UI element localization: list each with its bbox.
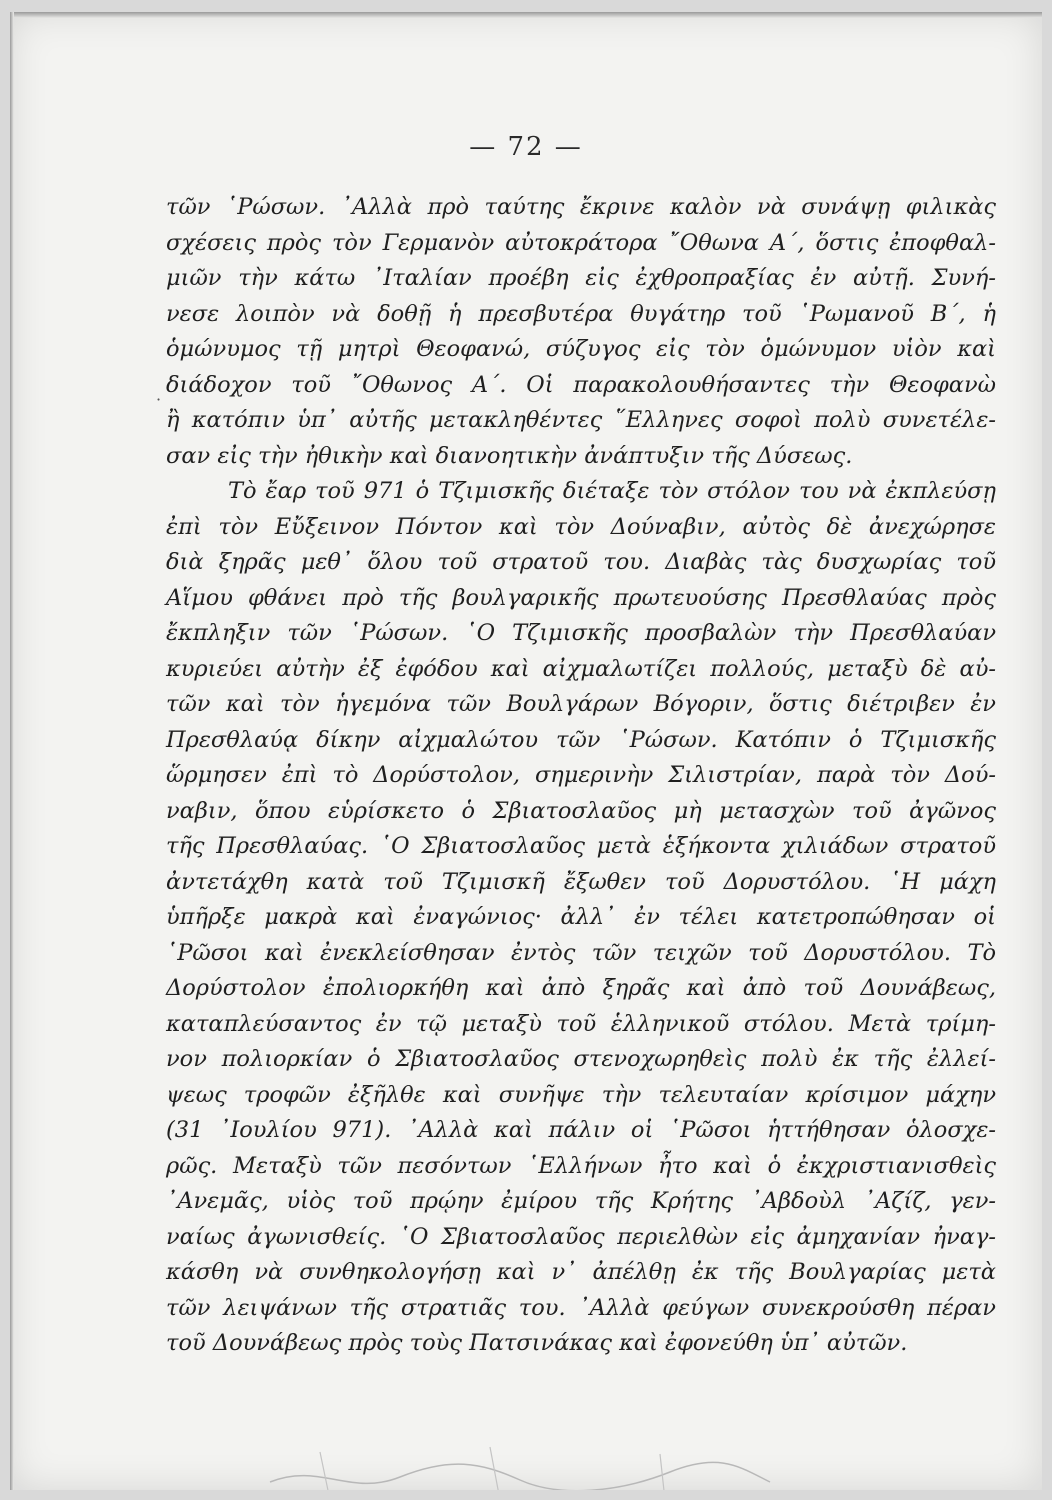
text-line: ἐπὶ τὸν Εὔξεινον Πόντον καὶ τὸν Δούναβιν, αὐτὸς δὲ ἀνεχώρησε xyxy=(166,513,996,540)
text-line: σχέσεις πρὸς τὸν Γερμανὸν αὐτοκράτορα ῎Οθωνα Α΄, ὅστις ἐποφθαλ- xyxy=(166,229,996,256)
text-line: κάσθη νὰ συνθηκολογήσῃ καὶ ν᾿ ἀπέλθῃ ἐκ τῆς Βουλγαρίας μετὰ xyxy=(166,1259,996,1285)
text-body xyxy=(166,190,996,1362)
text-line: τοῦ Δουνάβεως πρὸς τοὺς Πατσινάκας καὶ ἐφονεύθη ὑπ᾿ αὐτῶν. xyxy=(166,1330,908,1356)
text-line: Πρεσθλαύᾳ δίκην αἰχμαλώτου τῶν ῾Ρώσων. Κατόπιν ὁ Τζιμισκῆς xyxy=(166,726,996,753)
text-line: ρῶς. Μεταξὺ τῶν πεσόντων ῾Ελλήνων ἦτο καὶ ὁ ἐκχριστιανισθεὶς xyxy=(166,1152,996,1179)
text-line: ᾿Ανεμᾶς, υἱὸς τοῦ πρῴην ἐμίρου τῆς Κρήτης ᾿Αβδοὺλ ᾿Αζίζ, γεν- xyxy=(166,1188,996,1214)
paragraph xyxy=(166,190,996,474)
text-line: τῆς Πρεσθλαύας. ῾Ο Σβιατοσλαῦος μετὰ ἑξήκοντα χιλιάδων στρατοῦ xyxy=(166,833,996,859)
text-line: ἀντετάχθη κατὰ τοῦ Τζιμισκῆ ἔξωθεν τοῦ Δορυστόλου. ῾Η μάχη xyxy=(166,868,996,895)
page-top-edge xyxy=(10,12,1042,18)
text-line: νεσε λοιπὸν νὰ δοθῇ ἡ πρεσβυτέρα θυγάτηρ τοῦ ῾Ρωμανοῦ Β΄, ἡ xyxy=(166,300,996,327)
text-line: διάδοχον τοῦ ῎Οθωνος Α΄. Οἱ παρακολουθήσαντες τὴν Θεοφανὼ xyxy=(166,371,996,398)
text-line: ὑπῆρξε μακρὰ καὶ ἐναγώνιος· ἀλλ᾿ ἐν τέλει κατετροπώθησαν οἱ xyxy=(166,904,996,930)
text-line: ὁμώνυμος τῇ μητρὶ Θεοφανώ, σύζυγος εἰς τὸν ὁμώνυμον υἱὸν καὶ xyxy=(166,336,996,362)
paragraph xyxy=(166,474,996,1362)
text-line: τῶν καὶ τὸν ἡγεμόνα τῶν Βουλγάρων Βόγοριν, ὅστις διέτριβεν ἐν xyxy=(166,691,996,717)
text-line: Δορύστολον ἐπολιορκήθη καὶ ἀπὸ ξηρᾶς καὶ ἀπὸ τοῦ Δουνάβεως, xyxy=(166,975,996,1001)
page-number: — 72 — xyxy=(469,132,583,162)
text-line: ὥρμησεν ἐπὶ τὸ Δορύστολον, σημερινὴν Σιλιστρίαν, παρὰ τὸν Δού- xyxy=(166,762,996,788)
text-line: τῶν ῾Ρώσων. ᾿Αλλὰ πρὸ ταύτης ἔκρινε καλὸν νὰ συνάψῃ φιλικὰς xyxy=(166,194,996,220)
page-left-edge xyxy=(10,12,14,1490)
text-line: Αἵμου φθάνει πρὸ τῆς βουλγαρικῆς πρωτευούσης Πρεσθλαύας πρὸς xyxy=(166,584,996,611)
text-line: ἔκπληξιν τῶν ῾Ρώσων. ῾Ο Τζιμισκῆς προσβαλὼν τὴν Πρεσθλαύαν xyxy=(166,620,996,646)
text-line: ῾Ρῶσοι καὶ ἐνεκλείσθησαν ἐντὸς τῶν τειχῶν τοῦ Δορυστόλου. Τὸ xyxy=(166,939,996,966)
text-line: ναβιν, ὅπου εὑρίσκετο ὁ Σβιατοσλαῦος μὴ μετασχὼν τοῦ ἀγῶνος xyxy=(166,797,996,824)
text-line: νον πολιορκίαν ὁ Σβιατοσλαῦος στενοχωρηθεὶς πολὺ ἐκ τῆς ἐλλεί- xyxy=(166,1046,996,1072)
text-line: καταπλεύσαντος ἐν τῷ μεταξὺ τοῦ ἑλληνικοῦ στόλου. Μετὰ τρίμη- xyxy=(166,1010,996,1037)
text-line: μιῶν τὴν κάτω ᾿Ιταλίαν προέβη εἰς ἐχθροπραξίας ἐν αὐτῇ. Συνή- xyxy=(166,265,996,291)
text-line: ἢ κατόπιν ὑπ᾿ αὐτῆς μετακληθέντες ῞Ελληνες σοφοὶ πολὺ συνετέλε- xyxy=(166,407,996,433)
book-page xyxy=(10,12,1042,1490)
text-line: διὰ ξηρᾶς μεθ᾿ ὅλου τοῦ στρατοῦ του. Διαβὰς τὰς δυσχωρίας τοῦ xyxy=(166,549,996,575)
text-line: σαν εἰς τὴν ἠθικὴν καὶ διανοητικὴν ἀνάπτυξιν τῆς Δύσεως. xyxy=(166,442,853,469)
text-line: κυριεύει αὐτὴν ἐξ ἐφόδου καὶ αἰχμαλωτίζει πολλούς, μεταξὺ δὲ αὐ- xyxy=(166,655,996,682)
margin-mark: · xyxy=(156,390,162,409)
text-line: (31 ᾿Ιουλίου 971). ᾿Αλλὰ καὶ πάλιν οἱ ῾Ρῶσοι ἡττήθησαν ὁλοσχε- xyxy=(166,1117,996,1143)
pencil-scribble xyxy=(260,1442,780,1490)
text-line: ψεως τροφῶν ἐξῆλθε καὶ συνῆψε τὴν τελευταίαν κρίσιμον μάχην xyxy=(166,1081,996,1108)
text-line: ναίως ἀγωνισθείς. ῾Ο Σβιατοσλαῦος περιελθὼν εἰς ἀμηχανίαν ἠναγ- xyxy=(166,1223,996,1250)
text-line: Τὸ ἔαρ τοῦ 971 ὁ Τζιμισκῆς διέταξε τὸν στόλον του νὰ ἐκπλεύσῃ xyxy=(228,478,996,504)
text-line: τῶν λειψάνων τῆς στρατιᾶς του. ᾿Αλλὰ φεύγων συνεκρούσθη πέραν xyxy=(166,1294,996,1321)
